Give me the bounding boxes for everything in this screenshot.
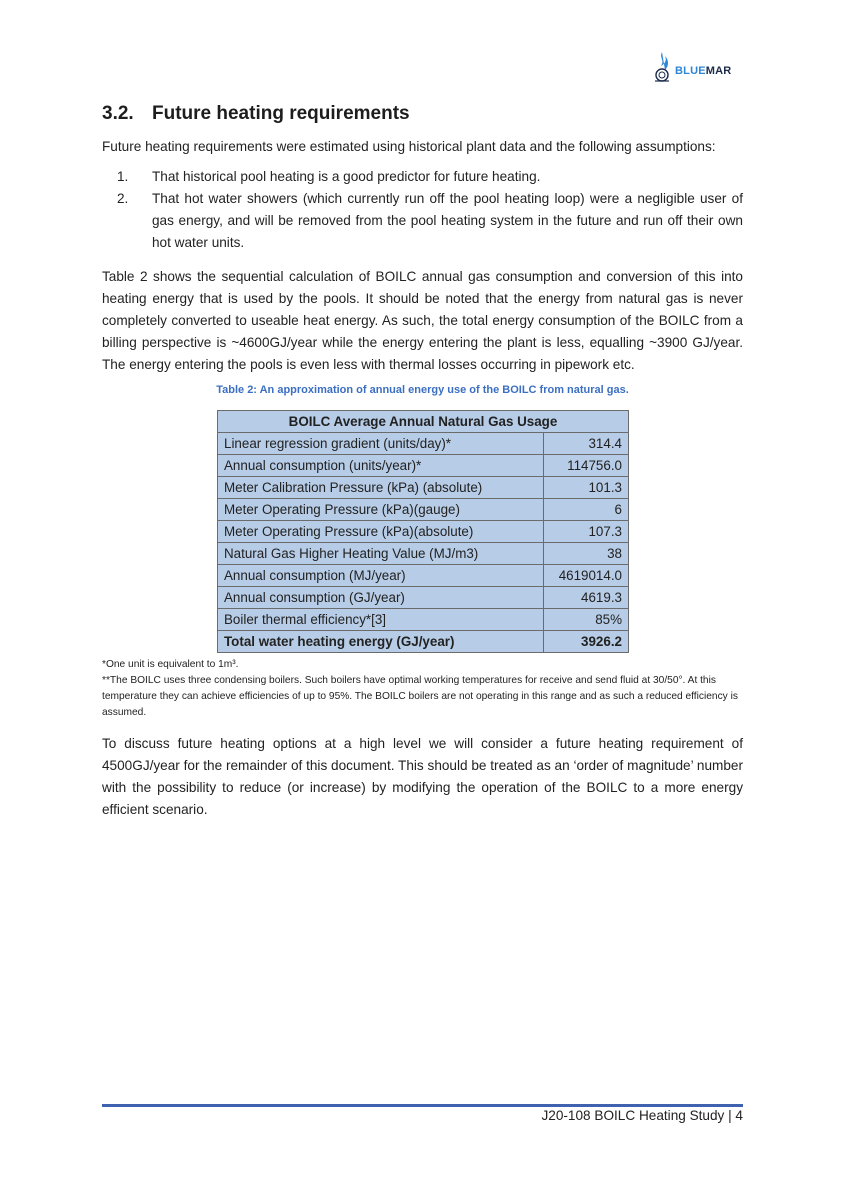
conclusion-paragraph: To discuss future heating options at a high level we will consider a future heating requirement of 4500GJ/year for the remainder of this document. This should be treated as an ‘order of magnitude’ number with the possibility to reduce (or increase) by modifying the operation of the BOILC to a more energy efficient scenario. xyxy=(102,736,743,817)
footer-page-label: J20-108 BOILC Heating Study | 4 xyxy=(541,1108,743,1123)
intro-paragraph: Future heating requirements were estimated using historical plant data and the following assumptions: xyxy=(102,139,716,154)
table-row: Annual consumption (MJ/year) 4619014.0 xyxy=(218,565,629,587)
footnote-boilers: **The BOILC uses three condensing boilers. Such boilers have optimal working temperatures for receive and send fluid at 30/50°. At this temperature they can achieve efficiencies of up to 95%. The BOILC boilers are not operating in this range and as such a reduced efficiency is assumed. xyxy=(102,675,738,718)
list-item: 2. That hot water showers (which currently run off the pool heating loop) were a negligible user of gas energy, and will be removed from the pool heating system in the future and run off their own hot water units. xyxy=(117,191,743,250)
page-content xyxy=(102,100,743,821)
table-row: Natural Gas Higher Heating Value (MJ/m3) 38 xyxy=(218,543,629,565)
table-total-row: Total water heating energy (GJ/year) 3926.2 xyxy=(218,631,629,653)
table-caption: Table 2: An approximation of annual energy use of the BOILC from natural gas. xyxy=(216,384,629,396)
table-row: Meter Operating Pressure (kPa)(gauge) 6 xyxy=(218,499,629,521)
table-header-row xyxy=(218,411,629,433)
bluemar-logo xyxy=(651,50,731,84)
list-item: 1. That historical pool heating is a good predictor for future heating. xyxy=(117,169,541,184)
footnote-units: *One unit is equivalent to 1m³. xyxy=(102,659,239,670)
table-row: Annual consumption (GJ/year) 4619.3 xyxy=(218,587,629,609)
table-row: Linear regression gradient (units/day)* 314.4 xyxy=(218,433,629,455)
section-number: 3.2. xyxy=(102,103,134,124)
gas-usage-table xyxy=(217,410,629,653)
footer-divider xyxy=(102,1104,743,1107)
section-title: Future heating requirements xyxy=(152,103,410,124)
table-intro-paragraph: Table 2 shows the sequential calculation of BOILC annual gas consumption and conversion of this into heating energy that is used by the pools. It should be noted that the energy from natural gas is never completely converted to useable heat energy. As such, the total energy consumption of the BOILC from a billing perspective is ~4600GJ/year while the energy entering the plant is less, equalling ~3900 GJ/year. The energy entering the pools is even less with thermal losses occurring in pipework etc. xyxy=(102,269,743,372)
table-footnotes xyxy=(102,657,743,721)
table-header: BOILC Average Annual Natural Gas Usage xyxy=(218,411,629,433)
table-row: Annual consumption (units/year)* 114756.0 xyxy=(218,455,629,477)
assumptions-list xyxy=(102,166,743,254)
table-row: Meter Calibration Pressure (kPa) (absolute) 101.3 xyxy=(218,477,629,499)
logo-wordmark: BLUEMAR xyxy=(675,65,732,77)
section-heading xyxy=(102,100,743,128)
table-row: Boiler thermal efficiency*[3] 85% xyxy=(218,609,629,631)
flame-logo-icon xyxy=(651,50,673,84)
table-row: Meter Operating Pressure (kPa)(absolute) 107.3 xyxy=(218,521,629,543)
